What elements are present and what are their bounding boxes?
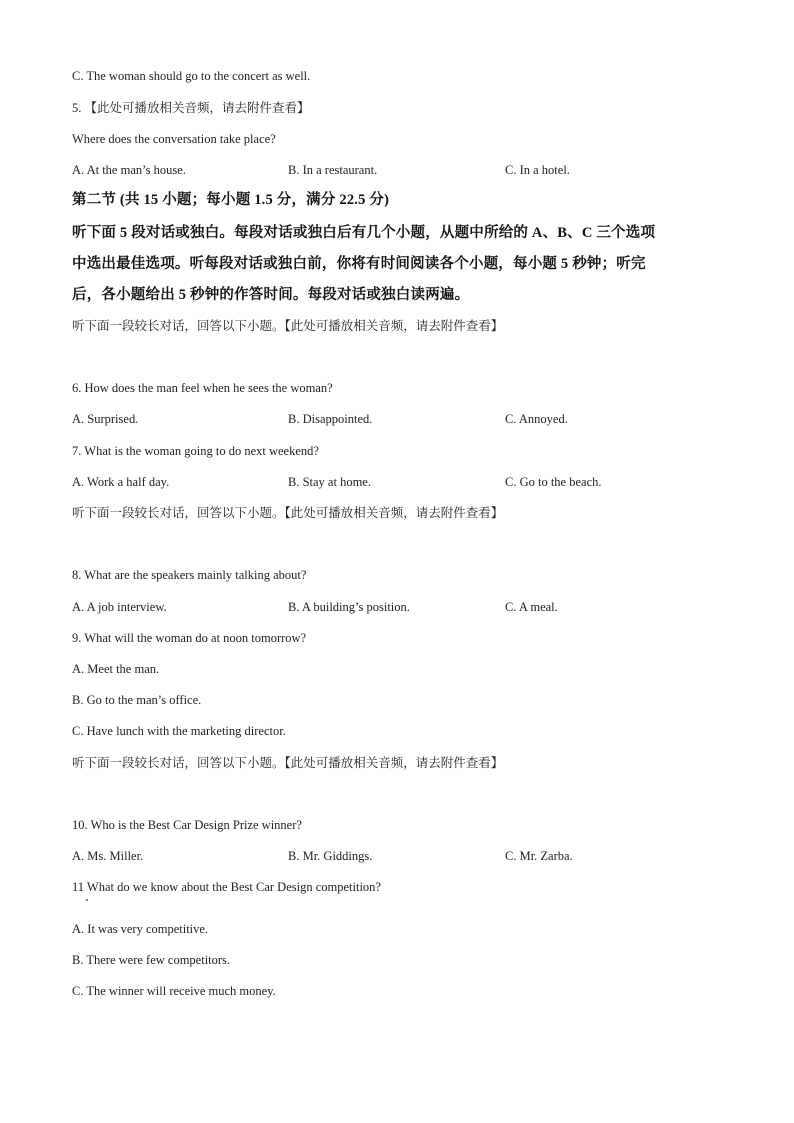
stray-dot-mark bbox=[86, 899, 88, 901]
q5-audio-prompt: 5. 【此处可播放相关音频，请去附件查看】 bbox=[72, 101, 310, 115]
q5-question: Where does the conversation take place? bbox=[72, 132, 276, 146]
q5-option-b: B. In a restaurant. bbox=[288, 163, 378, 177]
section-title: 第二节 (共 15 小题；每小题 1.5 分，满分 22.5 分) bbox=[72, 192, 390, 208]
audio-prompt-2: 听下面一段较长对话，回答以下小题。【此处可播放相关音频，请去附件查看】 bbox=[72, 506, 504, 520]
q10-option-a: A. Ms. Miller. bbox=[72, 849, 144, 863]
q6-question: 6. How does the man feel when he sees the woman? bbox=[72, 381, 333, 395]
q8-option-c: C. A meal. bbox=[505, 600, 558, 614]
q6-option-c: C. Annoyed. bbox=[505, 412, 568, 426]
q7-option-a: A. Work a half day. bbox=[72, 475, 170, 489]
q10-option-c: C. Mr. Zarba. bbox=[505, 849, 573, 863]
q7-question: 7. What is the woman going to do next weekend? bbox=[72, 444, 319, 458]
q10-question: 10. Who is the Best Car Design Prize winner? bbox=[72, 818, 302, 832]
q8-options bbox=[72, 599, 752, 615]
q5-options bbox=[72, 162, 752, 178]
q10-options bbox=[72, 848, 752, 864]
q7-option-c: C. Go to the beach. bbox=[505, 475, 602, 489]
q7-options bbox=[72, 474, 752, 490]
instructions-line-2: 中选出最佳选项。听每段对话或独白前，你将有时间阅读各个小题，每小题 5 秒钟；听完 bbox=[72, 256, 646, 272]
q5-option-a: A. At the man’s house. bbox=[72, 163, 186, 177]
q11-option-b: B. There were few competitors. bbox=[72, 953, 231, 967]
q6-option-a: A. Surprised. bbox=[72, 412, 139, 426]
q9-option-a: A. Meet the man. bbox=[72, 662, 160, 676]
q9-option-b: B. Go to the man’s office. bbox=[72, 693, 202, 707]
q8-option-a: A. A job interview. bbox=[72, 600, 167, 614]
q10-option-b: B. Mr. Giddings. bbox=[288, 849, 373, 863]
q11-question: 11 What do we know about the Best Car Design competition? bbox=[72, 880, 381, 894]
q7-option-b: B. Stay at home. bbox=[288, 475, 371, 489]
q9-question: 9. What will the woman do at noon tomorrow? bbox=[72, 631, 307, 645]
q4-option-c: C. The woman should go to the concert as well. bbox=[72, 69, 311, 83]
q8-question: 8. What are the speakers mainly talking about? bbox=[72, 568, 307, 582]
instructions-line-1: 听下面 5 段对话或独白。每段对话或独白后有几个小题，从题中所给的 A、B、C 三个选项 bbox=[72, 225, 656, 241]
q9-option-c: C. Have lunch with the marketing director. bbox=[72, 724, 286, 738]
q5-option-c: C. In a hotel. bbox=[505, 163, 570, 177]
audio-prompt-3: 听下面一段较长对话，回答以下小题。【此处可播放相关音频，请去附件查看】 bbox=[72, 756, 504, 770]
audio-prompt-1: 听下面一段较长对话，回答以下小题。【此处可播放相关音频，请去附件查看】 bbox=[72, 319, 504, 333]
q11-option-c: C. The winner will receive much money. bbox=[72, 984, 276, 998]
q6-options bbox=[72, 411, 752, 427]
q8-option-b: B. A building’s position. bbox=[288, 600, 410, 614]
q6-option-b: B. Disappointed. bbox=[288, 412, 373, 426]
instructions-line-3: 后，各小题给出 5 秒钟的作答时间。每段对话或独白读两遍。 bbox=[72, 287, 470, 303]
q11-option-a: A. It was very competitive. bbox=[72, 922, 209, 936]
